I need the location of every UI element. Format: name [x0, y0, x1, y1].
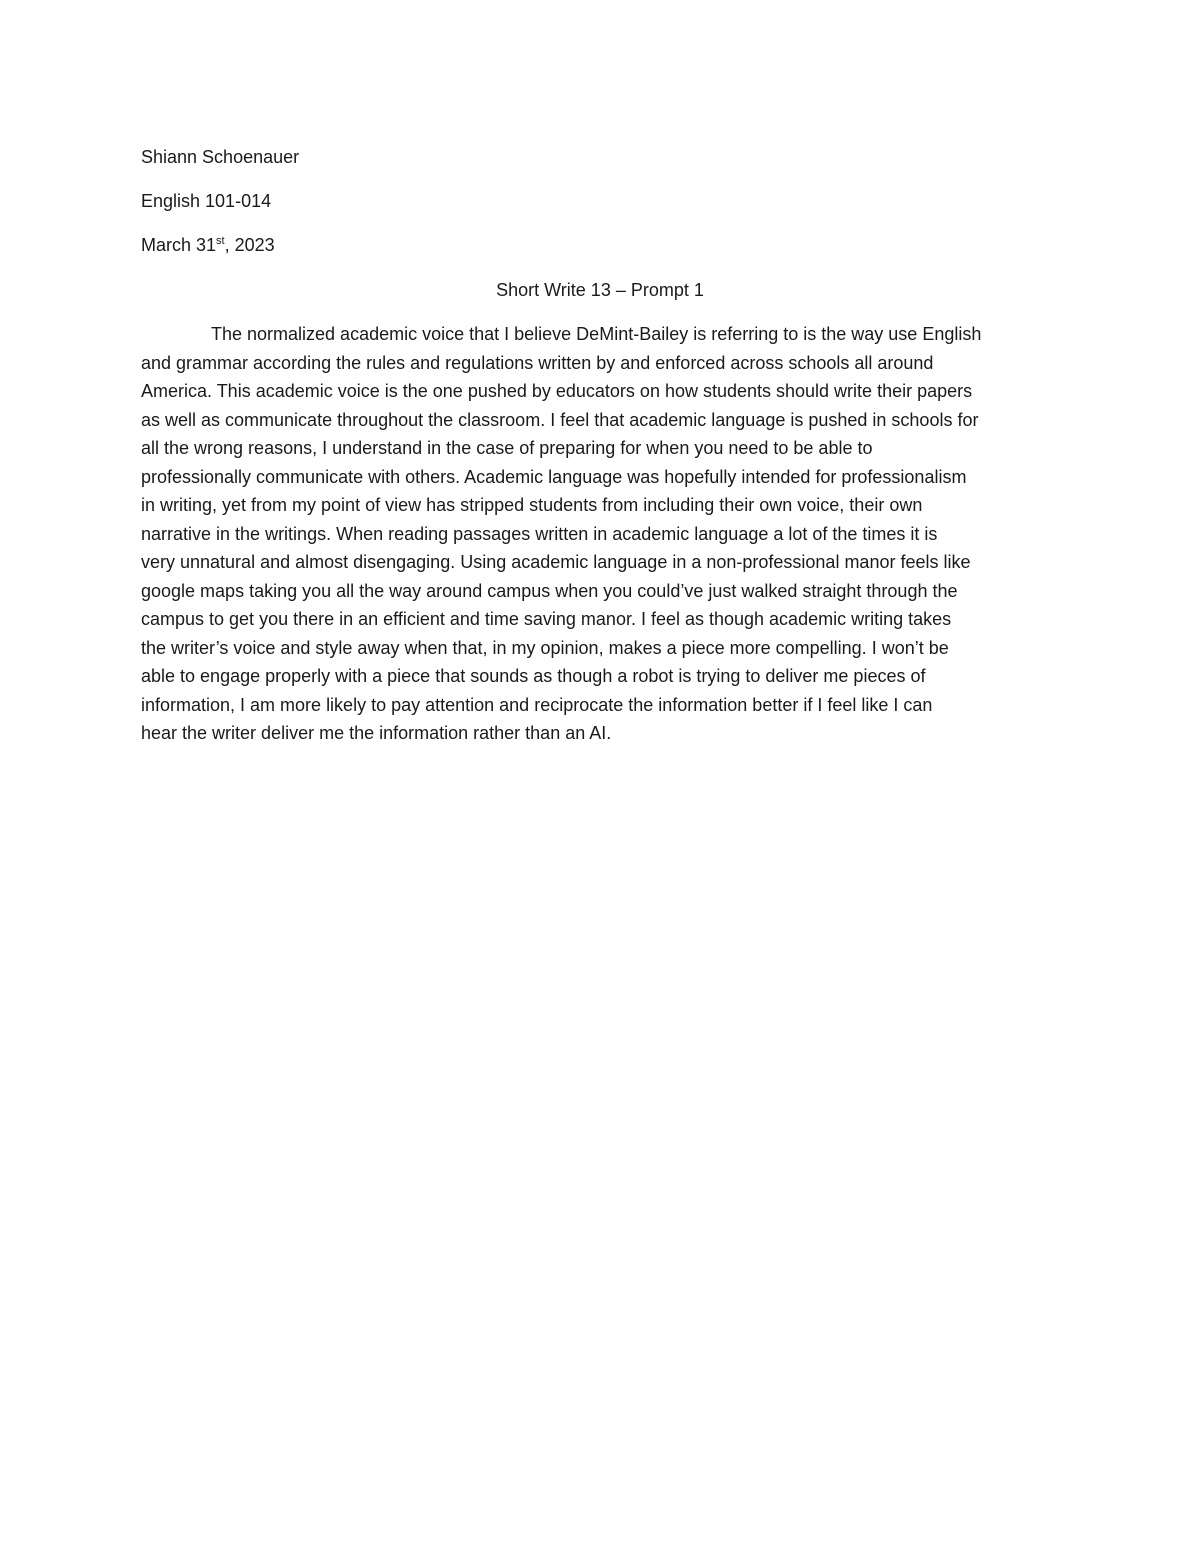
author-name: Shiann Schoenauer	[141, 147, 300, 167]
document-title: Short Write 13 – Prompt 1	[496, 280, 704, 300]
body-line: information, I am more likely to pay attention and reciprocate the information better if I feel like I can	[141, 694, 933, 715]
body-line: hear the writer deliver me the information rather than an AI.	[141, 723, 612, 743]
body-line: narrative in the writings. When reading passages written in academic language a lot of the times it is	[141, 523, 938, 544]
body-line: able to engage properly with a piece that sounds as though a robot is trying to deliver me pieces of	[141, 666, 926, 686]
body-line: the writer’s voice and style away when that, in my opinion, makes a piece more compelling. I won’t be	[141, 637, 949, 658]
date-superscript: st	[216, 235, 225, 247]
body-line: very unnatural and almost disengaging. Using academic language in a non-professional manor feels like	[141, 552, 971, 572]
body-line: campus to get you there in an efficient and time saving manor. I feel as though academic writing takes	[141, 609, 952, 629]
date-line	[141, 233, 275, 257]
date-prefix: March 31	[141, 235, 217, 255]
course-name: English 101-014	[141, 191, 272, 211]
body-line: The normalized academic voice that I believe DeMint-Bailey is referring to is the way use English	[211, 324, 982, 344]
body-paragraph	[141, 320, 1081, 748]
body-line: google maps taking you all the way around campus when you could’ve just walked straight through the	[141, 580, 958, 601]
body-line: professionally communicate with others. Academic language was hopefully intended for professionalism	[141, 466, 967, 487]
body-line: America. This academic voice is the one pushed by educators on how students should write their papers	[141, 381, 973, 401]
body-line: in writing, yet from my point of view has stripped students from including their own voice, their own	[141, 495, 923, 515]
body-line: as well as communicate throughout the classroom. I feel that academic language is pushed in schools for	[141, 409, 979, 430]
body-line: all the wrong reasons, I understand in the case of preparing for when you need to be able to	[141, 438, 873, 458]
date-suffix: , 2023	[224, 235, 275, 255]
body-line: and grammar according the rules and regulations written by and enforced across schools all around	[141, 352, 934, 373]
